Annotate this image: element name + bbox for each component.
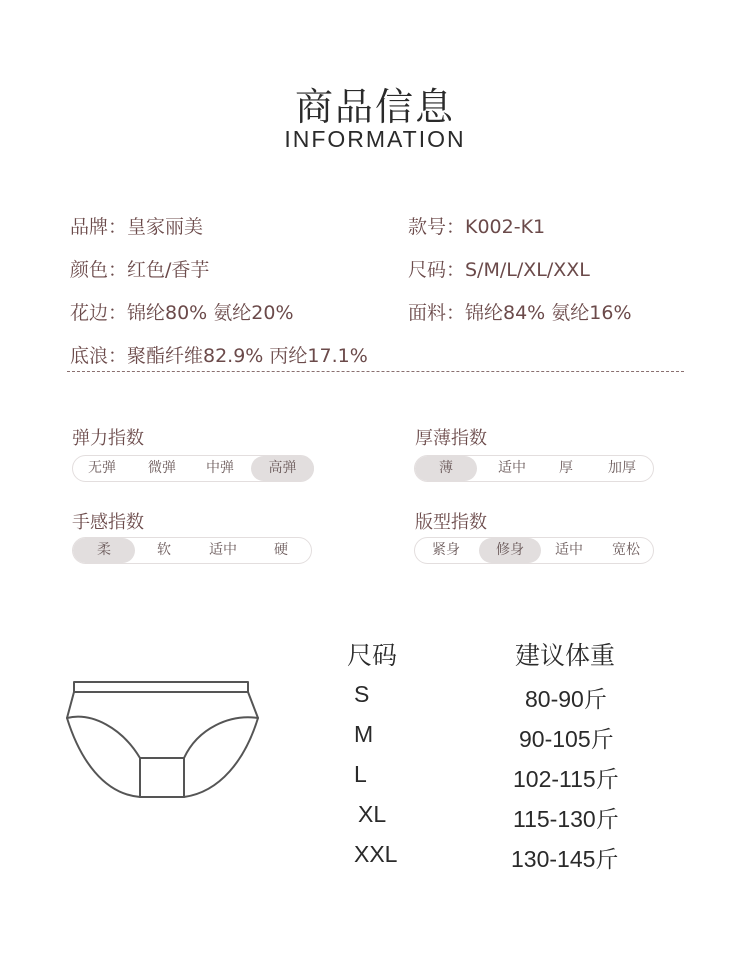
fit-option-loose[interactable]: 宽松 [612, 542, 640, 558]
page-subtitle: INFORMATION [284, 126, 466, 152]
fit-selector [414, 537, 654, 564]
dashed-divider [67, 371, 684, 372]
weight-cell: 130-145斤 [511, 846, 619, 872]
weight-cell: 102-115斤 [513, 766, 619, 792]
weight-cell: 90-105斤 [519, 726, 614, 752]
info-fabric: 面料：锦纶84% 氨纶16% [408, 302, 632, 324]
info-style-no: 款号：K002-K1 [408, 216, 546, 238]
feel-option-smooth[interactable]: 软 [157, 542, 171, 558]
thickness-option-moderate[interactable]: 适中 [498, 460, 526, 476]
feel-option-soft[interactable]: 柔 [73, 538, 135, 563]
brief-illustration [60, 672, 270, 807]
size-cell: S [354, 681, 370, 707]
elasticity-option-medium[interactable]: 中弹 [206, 460, 234, 476]
info-size: 尺码：S/M/L/XL/XXL [408, 259, 590, 281]
weight-cell: 80-90斤 [525, 686, 607, 712]
size-cell: M [354, 721, 374, 747]
thickness-selector [414, 455, 654, 482]
size-cell: L [354, 761, 367, 787]
info-bottom: 底浪：聚酯纤维82.9% 丙纶17.1% [70, 345, 368, 367]
elasticity-option-slight[interactable]: 微弹 [148, 460, 176, 476]
size-cell: XL [358, 801, 387, 827]
page-title: 商品信息 [294, 85, 455, 129]
elasticity-option-none[interactable]: 无弹 [88, 460, 116, 476]
feel-option-hard[interactable]: 硬 [274, 542, 288, 558]
size-column-header: 尺码 [347, 641, 398, 670]
fit-title: 版型指数 [415, 512, 487, 533]
info-color: 颜色：红色/香芋 [70, 259, 210, 281]
info-brand: 品牌：皇家丽美 [70, 216, 204, 238]
elasticity-title: 弹力指数 [72, 428, 144, 449]
feel-title: 手感指数 [72, 512, 144, 533]
thickness-option-thick[interactable]: 厚 [559, 460, 573, 476]
elasticity-option-high[interactable]: 高弹 [251, 456, 314, 481]
elasticity-selector [72, 455, 314, 482]
thickness-option-extra-thick[interactable]: 加厚 [608, 460, 636, 476]
info-lace: 花边：锦纶80% 氨纶20% [70, 302, 294, 324]
feel-option-moderate[interactable]: 适中 [209, 542, 237, 558]
fit-option-moderate[interactable]: 适中 [555, 542, 583, 558]
fit-option-tight[interactable]: 紧身 [432, 542, 460, 558]
thickness-title: 厚薄指数 [415, 428, 487, 449]
fit-option-slim[interactable]: 修身 [479, 538, 541, 563]
weight-cell: 115-130斤 [513, 806, 619, 832]
weight-column-header: 建议体重 [515, 641, 616, 670]
feel-selector [72, 537, 312, 564]
size-cell: XXL [354, 841, 398, 867]
thickness-option-thin[interactable]: 薄 [415, 456, 477, 481]
